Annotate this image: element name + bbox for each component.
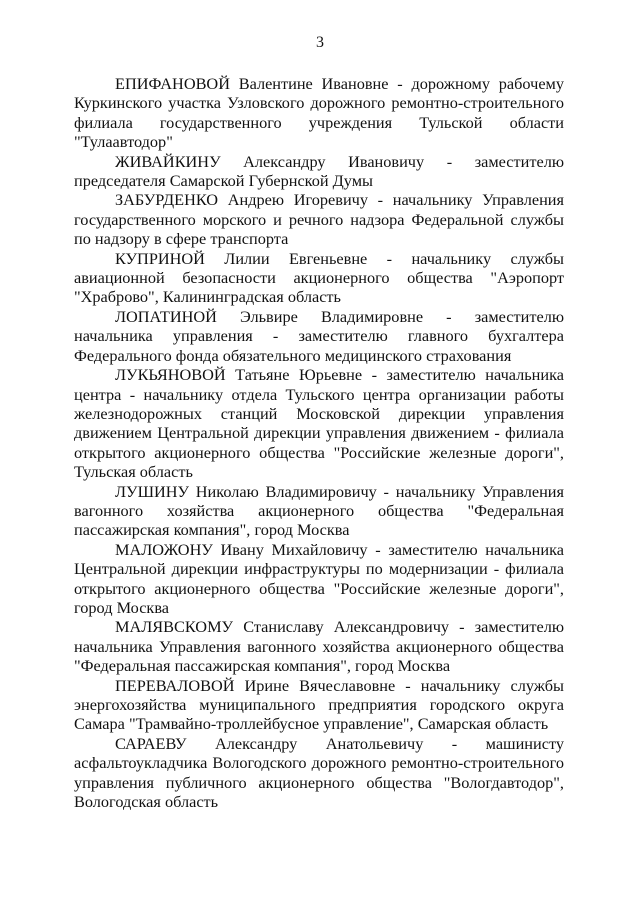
list-item-lukyanova: ЛУКЬЯНОВОЙ Татьяне Юрьевне - заместителю начальника центра - начальнику отдела Тульского центра организации работы железнодорожных станций Московской дирекции управления движением Центральной дирекции управления движением - филиала открытого акционерного общества "Российские железные дороги", Тульская область — [74, 365, 564, 482]
list-item-zhivaykin: ЖИВАЙКИНУ Александру Ивановичу - заместителю председателя Самарской Губернской Думы — [74, 151, 564, 191]
page-number: 3 — [316, 34, 324, 51]
list-item-malyavsky: МАЛЯВСКОМУ Станиславу Александровичу - заместителю начальника Управления вагонного хозяйства акционерного общества "Федеральная пассажирская компания", город Москва — [74, 617, 564, 676]
list-item-perevalova: ПЕРЕВАЛОВОЙ Ирине Вячеславовне - начальнику службы энергохозяйства муниципального предприятия городского округа Самара "Трамвайно-троллейбусное управление", Самарская область — [74, 675, 564, 734]
list-item-lopatina: ЛОПАТИНОЙ Эльвире Владимировне - заместителю начальника управления - заместителю главного бухгалтера Федерального фонда обязательного медицинского страхования — [74, 306, 564, 365]
list-item-zaburdenko: ЗАБУРДЕНКО Андрею Игоревичу - начальнику Управления государственного морского и речного надзора Федеральной службы по надзору в сфере транспорта — [74, 190, 564, 249]
list-item-malozhon: МАЛОЖОНУ Ивану Михайловичу - заместителю начальника Центральной дирекции инфраструктуры по модернизации - филиала открытого акционерного общества "Российские железные дороги", город Москва — [74, 539, 564, 617]
list-item-lushin: ЛУШИНУ Николаю Владимировичу - начальнику Управления вагонного хозяйства акционерного общества "Федеральная пассажирская компания", город Москва — [74, 481, 564, 540]
list-item-kuprina: КУПРИНОЙ Лилии Евгеньевне - начальнику службы авиационной безопасности акционерного общества "Аэропорт "Храброво", Калининградская область — [74, 248, 564, 307]
list-item-saraev: САРАЕВУ Александру Анатольевичу - машинисту асфальтоукладчика Вологодского дорожного ремонтно-строительного управления публичного акционерного общества "Вологдавтодор", Вологодская область — [74, 733, 564, 812]
list-item-epifanova: ЕПИФАНОВОЙ Валентине Ивановне - дорожному рабочему Куркинского участка Узловского дорожного ремонтно-строительного филиала государственного учреждения Тульской области "Тулаавтодор" — [74, 74, 564, 152]
award-list — [74, 74, 564, 811]
